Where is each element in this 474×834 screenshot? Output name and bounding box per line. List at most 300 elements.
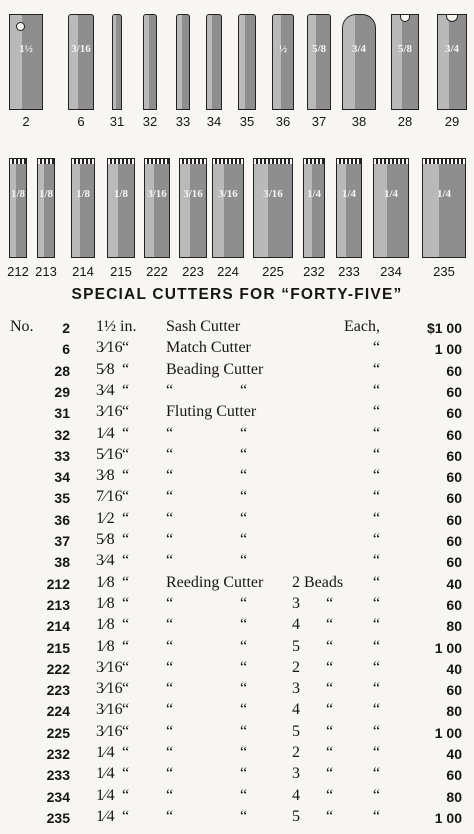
cutter-number: 235: [433, 264, 455, 279]
cell-size: 1½ in.: [96, 318, 137, 335]
cell-ditto2: “: [240, 680, 248, 698]
cutter-size-label: 1/8: [113, 188, 129, 201]
cutter-32: [143, 14, 157, 140]
cell-desc: “: [166, 744, 174, 761]
table-row: [0, 574, 474, 595]
cutter-6: [68, 14, 94, 140]
cutter-size-label: 5/8: [397, 43, 413, 56]
cell-ditto1: “: [122, 467, 130, 485]
cutter-blade: [176, 14, 190, 110]
cell-each: “: [372, 467, 380, 485]
cell-size: 1⁄4: [96, 807, 115, 825]
cell-each: “: [372, 765, 380, 783]
cell-size: 5⁄8: [96, 360, 115, 378]
cutter-blade: [206, 14, 222, 110]
cell-price: 60: [446, 596, 462, 613]
table-row: [0, 765, 474, 786]
cutter-blade: [373, 158, 409, 258]
cell-size: 3⁄4: [96, 381, 115, 399]
cell-ditto1: “: [122, 701, 130, 719]
cutter-blade: [307, 14, 331, 110]
cell-beads: 5: [292, 807, 300, 825]
cell-ditto2: “: [240, 445, 248, 463]
cell-size: 1⁄4: [96, 786, 115, 804]
cell-num: 223: [46, 682, 70, 699]
cutter-number: 31: [109, 114, 125, 129]
cell-each: “: [372, 658, 380, 676]
cell-price: 60: [446, 490, 462, 507]
cutter-size-label: 3/16: [147, 188, 167, 201]
cutter-number: 223: [182, 264, 204, 279]
cell-price: 60: [446, 426, 462, 443]
cell-price: 40: [446, 746, 462, 762]
cutter-number: 222: [146, 264, 168, 279]
cutter-number: 34: [206, 114, 222, 129]
cutter-size-label: 1/4: [436, 188, 452, 201]
cell-price: 60: [446, 469, 462, 486]
cell-ditto1: “: [122, 339, 130, 357]
cell-num: 233: [46, 767, 70, 784]
cell-desc: “: [166, 680, 174, 698]
cutter-size-label: 3/4: [351, 43, 367, 56]
cell-each: “: [372, 403, 380, 421]
cutter-number: 2: [22, 114, 30, 129]
cell-desc: “: [166, 616, 174, 634]
cutter-size-label: 1/8: [75, 188, 91, 201]
cutter-number: 215: [110, 264, 132, 279]
cutter-size-label: 1/4: [306, 188, 322, 201]
cutter-38: [342, 14, 376, 140]
cell-num: 36: [54, 511, 70, 528]
cell-price: 1 00: [434, 809, 462, 826]
cutter-blade: [68, 14, 94, 110]
cell-size: 1⁄8: [96, 616, 115, 634]
cutter-number: 36: [275, 114, 291, 129]
table-row: [0, 723, 474, 744]
table-row: [0, 744, 474, 765]
cell-ditto1: “: [122, 445, 130, 463]
cutter-size-label: 1/8: [38, 188, 54, 201]
cell-each: “: [372, 509, 380, 527]
cutter-blade: [9, 14, 43, 110]
cutter-blade: [342, 14, 376, 110]
cell-ditto1: “: [122, 616, 130, 634]
cell-ditto2: “: [240, 509, 248, 527]
cutter-blade: [437, 14, 467, 110]
cell-ditto2: “: [240, 616, 248, 634]
cell-ditto3: “: [326, 722, 334, 740]
cell-ditto2: “: [240, 467, 248, 485]
cutter-number: 224: [217, 264, 239, 279]
cell-ditto2: “: [240, 424, 248, 442]
cutter-number: 234: [380, 264, 402, 279]
cutter-28: [391, 14, 419, 140]
cell-each: “: [372, 552, 380, 570]
cell-each: “: [372, 488, 380, 506]
cutter-232: [303, 158, 325, 288]
cell-ditto3: “: [326, 807, 334, 825]
cell-each: “: [372, 381, 380, 399]
cell-size: 1⁄4: [96, 424, 115, 442]
cell-price: 80: [446, 618, 462, 635]
cell-size: 3⁄16: [96, 701, 123, 719]
cutter-number: 225: [262, 264, 284, 279]
cell-ditto1: “: [122, 573, 130, 591]
cutter-number: 29: [444, 114, 460, 129]
cell-desc: “: [166, 552, 174, 570]
cell-price: 60: [446, 383, 462, 400]
cutter-212: [9, 158, 27, 288]
table-row: [0, 701, 474, 722]
cell-desc: Beading Cutter: [166, 360, 264, 378]
cell-size: 1⁄4: [96, 744, 115, 761]
cutter-blade: [391, 14, 419, 110]
cell-size: 1⁄2: [96, 509, 115, 527]
cell-ditto2: “: [240, 531, 248, 548]
cell-ditto1: “: [122, 765, 130, 783]
table-row: [0, 552, 474, 573]
cell-size: 3⁄16: [96, 680, 123, 698]
cell-desc: “: [166, 381, 174, 399]
cell-ditto2: “: [240, 637, 248, 655]
cell-ditto1: “: [122, 807, 130, 825]
cell-num: 29: [54, 383, 70, 400]
cell-size: 7⁄16: [96, 488, 123, 506]
cutter-blade: [336, 158, 362, 258]
cutter-37: [307, 14, 331, 140]
cell-beads: 2 Beads: [292, 573, 344, 591]
table-row: [0, 595, 474, 616]
cell-num: 212: [46, 575, 70, 592]
cell-ditto1: “: [122, 594, 130, 612]
cutter-size-label: 3/16: [263, 188, 283, 201]
cell-ditto1: “: [122, 744, 130, 761]
table-row: [0, 339, 474, 360]
cell-num: 215: [46, 639, 70, 656]
cell-size: 3⁄8: [96, 467, 115, 485]
cell-each: Each,: [344, 318, 380, 335]
cell-size: 1⁄4: [96, 765, 115, 783]
table-row: [0, 787, 474, 808]
table-row: [0, 425, 474, 446]
cell-price: 60: [446, 533, 462, 549]
cell-ditto1: “: [122, 552, 130, 570]
cell-size: 1⁄8: [96, 637, 115, 655]
cutter-number: 28: [397, 114, 413, 129]
cell-ditto1: “: [122, 722, 130, 740]
cutter-234: [373, 158, 409, 288]
cell-ditto1: “: [122, 424, 130, 442]
cell-size: 1⁄8: [96, 573, 115, 591]
cell-price: 1 00: [434, 724, 462, 741]
cell-ditto2: “: [240, 786, 248, 804]
cutter-blade: [422, 158, 466, 258]
cell-beads: 5: [292, 722, 300, 740]
cell-price: 60: [446, 362, 462, 379]
cutter-2: [9, 14, 43, 140]
cutter-blade: [107, 158, 135, 258]
table-row: [0, 403, 474, 424]
cell-beads: 4: [292, 786, 300, 804]
cutter-size-label: 1/8: [10, 188, 26, 201]
cell-each: “: [372, 744, 380, 761]
cell-ditto3: “: [326, 744, 334, 761]
cell-each: “: [372, 701, 380, 719]
cell-ditto1: “: [122, 488, 130, 506]
cell-ditto2: “: [240, 744, 248, 761]
cell-ditto1: “: [122, 658, 130, 676]
cell-price: 60: [446, 405, 462, 422]
cell-ditto1: “: [122, 509, 130, 527]
cell-price: 40: [446, 660, 462, 677]
cell-num: 234: [46, 788, 70, 805]
cell-ditto3: “: [326, 680, 334, 698]
cutter-blade: [9, 158, 27, 258]
cell-each: “: [372, 339, 380, 357]
cutter-blade: [253, 158, 293, 258]
cell-ditto3: “: [326, 594, 334, 612]
cell-ditto3: “: [326, 701, 334, 719]
cell-ditto2: “: [240, 658, 248, 676]
cell-desc: Reeding Cutter: [166, 573, 264, 591]
cell-beads: 3: [292, 594, 300, 612]
cell-num: 214: [46, 618, 70, 635]
cell-price: 80: [446, 788, 462, 805]
cell-price: 60: [446, 554, 462, 571]
cell-ditto2: “: [240, 722, 248, 740]
cutter-number: 37: [311, 114, 327, 129]
cell-ditto2: “: [240, 701, 248, 719]
cell-each: “: [372, 445, 380, 463]
cutter-size-label: 3/4: [444, 43, 460, 56]
cell-beads: 5: [292, 637, 300, 655]
cell-price: 1 00: [434, 639, 462, 656]
cell-each: “: [372, 424, 380, 442]
cutter-size-label: 1/4: [341, 188, 357, 201]
cell-desc: “: [166, 637, 174, 655]
cell-desc: Match Cutter: [166, 339, 251, 357]
cutter-blade: [143, 14, 157, 110]
cell-size: 3⁄16: [96, 339, 123, 357]
cell-size: 3⁄16: [96, 403, 123, 421]
cutter-34: [206, 14, 222, 140]
cell-num: 225: [46, 724, 70, 741]
cell-num: 235: [46, 809, 70, 826]
section-heading: SPECIAL CUTTERS FOR “FORTY-FIVE”: [71, 286, 403, 303]
cell-size: 3⁄4: [96, 552, 115, 570]
table-row: [0, 638, 474, 659]
cell-beads: 2: [292, 744, 300, 761]
cell-beads: 4: [292, 616, 300, 634]
cell-ditto1: “: [122, 360, 130, 378]
cutter-blade: [272, 14, 294, 110]
cell-price: $1 00: [426, 320, 462, 336]
cell-ditto3: “: [326, 616, 334, 634]
cutter-blade: [37, 158, 55, 258]
cutter-223: [179, 158, 207, 288]
cell-ditto2: “: [240, 807, 248, 825]
cell-desc: “: [166, 594, 174, 612]
cell-desc: “: [166, 658, 174, 676]
cell-desc: “: [166, 467, 174, 485]
cell-price: 60: [446, 447, 462, 464]
cell-desc: “: [166, 509, 174, 527]
cutter-size-label: 1½: [19, 43, 33, 56]
cell-no: No.: [10, 318, 34, 335]
cutter-blade: [238, 14, 256, 110]
cell-each: “: [372, 531, 380, 548]
cutter-number: 212: [7, 264, 29, 279]
cell-each: “: [372, 807, 380, 825]
cell-num: 33: [54, 447, 70, 464]
cell-ditto1: “: [122, 531, 130, 548]
cutter-number: 214: [72, 264, 94, 279]
cell-ditto1: “: [122, 381, 130, 399]
table-row: [0, 446, 474, 467]
cell-num: 35: [54, 490, 70, 507]
table-row: [0, 531, 474, 552]
cell-num: 224: [46, 703, 70, 720]
cell-ditto3: “: [326, 765, 334, 783]
cell-price: 60: [446, 767, 462, 784]
cutter-214: [71, 158, 95, 288]
cell-ditto2: “: [240, 594, 248, 612]
cutter-illustrations-row-2: [0, 150, 474, 285]
cutter-31: [109, 14, 125, 140]
cutter-blade: [71, 158, 95, 258]
cutter-size-label: ½: [278, 43, 288, 56]
table-row: [0, 467, 474, 488]
cell-desc: “: [166, 531, 174, 548]
table-row: [0, 808, 474, 829]
cutter-number: 233: [338, 264, 360, 279]
cell-ditto1: “: [122, 637, 130, 655]
cutter-222: [144, 158, 170, 288]
cell-size: 5⁄16: [96, 445, 123, 463]
cell-ditto3: “: [326, 658, 334, 676]
cutter-36: [272, 14, 294, 140]
cell-ditto2: “: [240, 552, 248, 570]
cell-size: 5⁄8: [96, 531, 115, 548]
cell-desc: “: [166, 488, 174, 506]
cell-beads: 4: [292, 701, 300, 719]
cutter-blade: [179, 158, 207, 258]
cell-desc: “: [166, 765, 174, 783]
cell-price: 60: [446, 511, 462, 528]
table-row: [0, 659, 474, 680]
cell-desc: “: [166, 722, 174, 740]
cell-desc: Sash Cutter: [166, 318, 241, 335]
cell-ditto2: “: [240, 765, 248, 783]
table-row: [0, 510, 474, 531]
cutter-235: [422, 158, 466, 288]
cell-ditto1: “: [122, 403, 130, 421]
cutter-number: 38: [351, 114, 367, 129]
cutter-29: [437, 14, 467, 140]
cell-ditto2: “: [240, 488, 248, 506]
cell-size: 3⁄16: [96, 722, 123, 740]
cell-desc: “: [166, 445, 174, 463]
cutter-size-label: 3/16: [71, 43, 91, 56]
cutter-blade: [144, 158, 170, 258]
cell-each: “: [372, 573, 380, 591]
cell-num: 232: [46, 746, 70, 762]
table-row: [0, 382, 474, 403]
cutter-number: 6: [77, 114, 85, 129]
cell-price: 60: [446, 682, 462, 699]
cell-num: 34: [54, 469, 70, 486]
cutter-number: 33: [175, 114, 191, 129]
cell-num: 31: [54, 405, 70, 422]
cutter-number: 35: [239, 114, 255, 129]
cutter-224: [212, 158, 244, 288]
cutter-size-label: 3/16: [183, 188, 203, 201]
cell-beads: 2: [292, 658, 300, 676]
cutter-213: [37, 158, 55, 288]
cell-desc: “: [166, 424, 174, 442]
cell-num: 222: [46, 660, 70, 677]
cutter-33: [176, 14, 190, 140]
cutter-number: 32: [142, 114, 158, 129]
cell-beads: 3: [292, 765, 300, 783]
cell-num: 37: [54, 533, 70, 549]
table-row: [0, 488, 474, 509]
cell-desc: Fluting Cutter: [166, 403, 257, 421]
cell-price: 40: [446, 575, 462, 592]
cell-each: “: [372, 680, 380, 698]
cell-each: “: [372, 616, 380, 634]
cutter-215: [107, 158, 135, 288]
cell-num: 32: [54, 426, 70, 443]
cutter-size-label: 3/16: [218, 188, 238, 201]
cell-desc: “: [166, 807, 174, 825]
cell-price: 1 00: [434, 341, 462, 358]
cell-each: “: [372, 637, 380, 655]
cutter-size-label: 5/8: [311, 43, 327, 56]
cutter-233: [336, 158, 362, 288]
cutter-225: [253, 158, 293, 288]
table-row: [0, 318, 474, 339]
cutter-size-label: 1/4: [383, 188, 399, 201]
table-row: [0, 616, 474, 637]
cell-each: “: [372, 360, 380, 378]
cell-desc: “: [166, 786, 174, 804]
cell-size: 1⁄8: [96, 594, 115, 612]
cutter-number: 232: [303, 264, 325, 279]
cutter-illustrations-row-1: [0, 0, 474, 140]
cell-each: “: [372, 722, 380, 740]
cutter-35: [238, 14, 256, 140]
cell-ditto3: “: [326, 637, 334, 655]
cell-price: 80: [446, 703, 462, 720]
cutter-number: 213: [35, 264, 57, 279]
cell-ditto2: “: [240, 381, 248, 399]
cell-num: 2: [62, 320, 70, 336]
cell-num: 38: [54, 554, 70, 571]
cell-ditto1: “: [122, 786, 130, 804]
cutter-blade: [112, 14, 122, 110]
cell-num: 6: [62, 341, 70, 358]
cell-size: 3⁄16: [96, 658, 123, 676]
cell-num: 213: [46, 596, 70, 613]
cell-num: 28: [54, 362, 70, 379]
cell-beads: 3: [292, 680, 300, 698]
cell-ditto3: “: [326, 786, 334, 804]
cell-desc: “: [166, 701, 174, 719]
cutter-blade: [212, 158, 244, 258]
cell-each: “: [372, 786, 380, 804]
table-row: [0, 361, 474, 382]
